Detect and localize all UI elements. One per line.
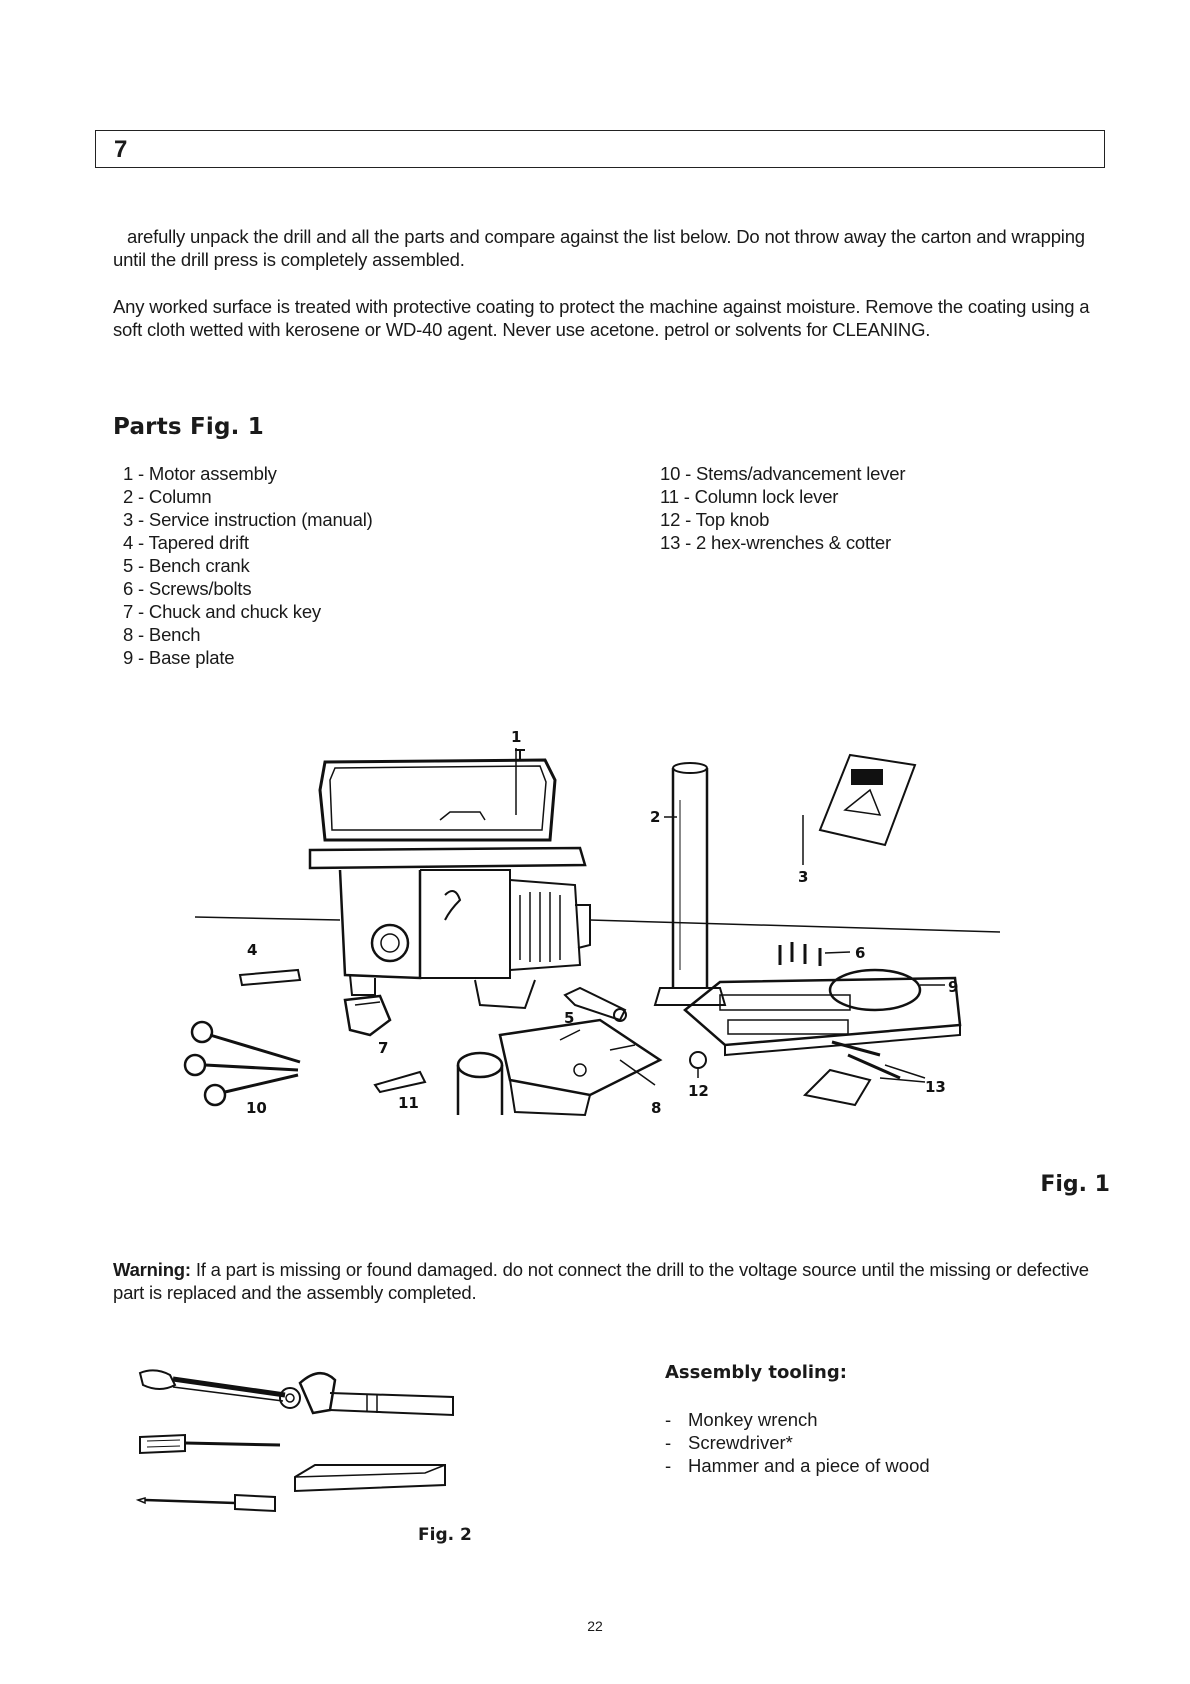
parts-heading: Parts Fig. 1 (113, 414, 265, 440)
callout-4: 4 (247, 941, 258, 959)
part-item: 3 - Service instruction (manual) (123, 509, 373, 530)
wood-piece-drawing (295, 1465, 445, 1491)
part-item: 4 - Tapered drift (123, 532, 249, 553)
part-item: 8 - Bench (123, 624, 201, 645)
figure-1-caption: Fig. 1 (1040, 1172, 1110, 1197)
section-number: 7 (114, 136, 128, 163)
part-item: 10 - Stems/advancement lever (660, 463, 906, 484)
screws-drawing (780, 942, 820, 966)
part-item: 5 - Bench crank (123, 555, 250, 576)
tooling-item: - Screwdriver* (665, 1432, 793, 1453)
warning-label: Warning: (113, 1259, 191, 1280)
table-edge-line (195, 917, 1000, 932)
callout-7: 7 (378, 1039, 389, 1057)
part-item: 6 - Screws/bolts (123, 578, 252, 599)
figure-2-caption: Fig. 2 (418, 1525, 472, 1545)
top-knob-drawing (690, 1052, 706, 1078)
motor-assembly-drawing (310, 750, 590, 1008)
tooling-list (665, 1408, 930, 1477)
tapered-drift-drawing (240, 970, 300, 985)
part-item: 13 - 2 hex-wrenches & cotter (660, 532, 891, 553)
column-drawing (655, 763, 725, 1005)
tooling-item-label: Screwdriver* (688, 1432, 793, 1453)
tooling-item-label: Hammer and a piece of wood (688, 1455, 930, 1476)
callout-9: 9 (948, 978, 959, 996)
parts-illustration (180, 720, 1040, 1200)
chuck-drawing (345, 996, 390, 1035)
callout-13: 13 (925, 1078, 946, 1096)
tools-illustration (135, 1365, 490, 1540)
part-item: 9 - Base plate (123, 647, 235, 668)
part-item: 2 - Column (123, 486, 212, 507)
callout-6: 6 (855, 944, 866, 962)
column-lock-lever-drawing (375, 1072, 425, 1092)
part-item: 7 - Chuck and chuck key (123, 601, 321, 622)
warning-paragraph (113, 1258, 1103, 1304)
section-header-box (95, 130, 1105, 168)
callout-2: 2 (650, 808, 661, 826)
intro-paragraph-1-text: arefully unpack the drill and all the parts and compare against the list below. Do not throw away the carton and wrapping until the drill press is completely assembled. (113, 226, 1085, 270)
hammer-drawing (300, 1373, 453, 1415)
manual-drawing (820, 755, 915, 845)
callout-8: 8 (651, 1099, 662, 1117)
callout-11: 11 (398, 1094, 419, 1112)
callout-12: 12 (688, 1082, 709, 1100)
parts-list-right (660, 462, 905, 554)
callout-10: 10 (246, 1099, 267, 1117)
part-item: 12 - Top knob (660, 509, 770, 530)
tooling-title: Assembly tooling: (665, 1362, 847, 1383)
monkey-wrench-drawing (140, 1370, 300, 1408)
callout-5: 5 (564, 1009, 575, 1027)
hex-wrenches-drawing (805, 1042, 900, 1105)
part-item: 11 - Column lock lever (660, 486, 839, 507)
stems-levers-drawing (185, 1022, 300, 1105)
tooling-item: - Hammer and a piece of wood (665, 1455, 930, 1476)
tooling-item: - Monkey wrench (665, 1409, 818, 1430)
intro-paragraph-1 (113, 225, 1098, 271)
warning-text: If a part is missing or found damaged. do not connect the drill to the voltage source until the missing or defective part is replaced and the assembly completed. (113, 1259, 1089, 1303)
base-plate-drawing (685, 970, 960, 1055)
callout-line-6 (825, 952, 850, 953)
screwdriver-phillips-drawing (138, 1495, 275, 1511)
part-item: 1 - Motor assembly (123, 463, 277, 484)
parts-list-left (123, 462, 373, 669)
callout-3: 3 (798, 868, 809, 886)
screwdriver-flat-drawing (140, 1435, 280, 1453)
tooling-item-label: Monkey wrench (688, 1409, 818, 1430)
intro-paragraph-2 (113, 295, 1098, 341)
page-number: 22 (587, 1618, 603, 1634)
callout-1: 1 (511, 728, 522, 746)
intro-paragraph-2-text: Any worked surface is treated with protective coating to protect the machine against moisture. Remove the coating using a soft cloth wetted with kerosene or WD-40 agent. Never use acetone. petrol or solvents for CLEANING. (113, 296, 1090, 340)
